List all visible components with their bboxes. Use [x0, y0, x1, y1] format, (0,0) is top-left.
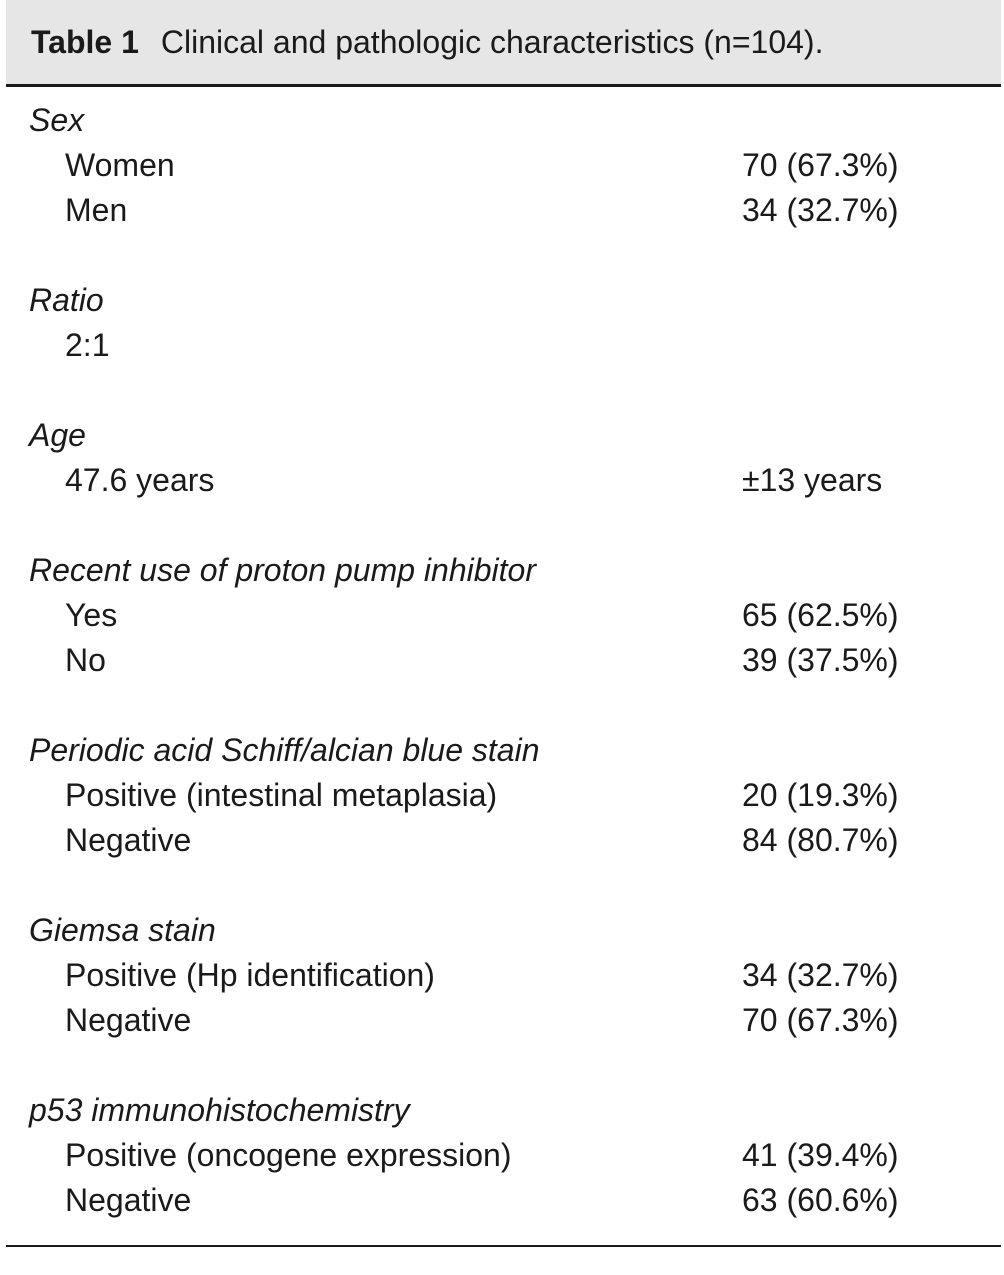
- table-caption: [31, 22, 823, 62]
- table-row: [0, 818, 1004, 863]
- section-heading: [0, 1088, 1004, 1133]
- section-heading: [0, 728, 1004, 773]
- section-sex: [0, 98, 1004, 233]
- section-heading: [0, 548, 1004, 593]
- section-heading: [0, 413, 1004, 458]
- row-value: 34 (32.7%): [742, 192, 899, 228]
- row-label: Women: [65, 147, 175, 183]
- table-row: [0, 1133, 1004, 1178]
- row-value: 41 (39.4%): [742, 1137, 899, 1173]
- section-heading-label: Age: [29, 417, 86, 453]
- row-label: Positive (oncogene expression): [65, 1137, 512, 1173]
- table-row: [0, 773, 1004, 818]
- section-heading: [0, 98, 1004, 143]
- section-heading: [0, 278, 1004, 323]
- section-giemsa: [0, 908, 1004, 1043]
- section-age: [0, 413, 1004, 503]
- table-row: [0, 458, 1004, 503]
- row-value: ±13 years: [742, 462, 883, 498]
- section-heading-label: Recent use of proton pump inhibitor: [29, 552, 536, 588]
- row-value: 34 (32.7%): [742, 957, 899, 993]
- table-row: [0, 143, 1004, 188]
- table-top-rule: [6, 84, 1001, 87]
- section-heading-label: Periodic acid Schiff/alcian blue stain: [29, 732, 540, 768]
- table-row: [0, 1178, 1004, 1223]
- section-ratio: [0, 278, 1004, 368]
- table-row: [0, 998, 1004, 1043]
- row-label: Men: [65, 192, 128, 228]
- row-label: 47.6 years: [65, 462, 215, 498]
- section-heading-label: Giemsa stain: [29, 912, 216, 948]
- table-row: [0, 323, 1004, 368]
- row-label: No: [65, 642, 106, 678]
- table-row: [0, 593, 1004, 638]
- row-label: 2:1: [65, 327, 110, 363]
- table-caption-label: Table 1: [31, 24, 139, 60]
- row-value: 84 (80.7%): [742, 822, 899, 858]
- section-heading-label: Sex: [29, 102, 85, 138]
- row-value: 63 (60.6%): [742, 1182, 899, 1218]
- section-heading-label: p53 immunohistochemistry: [29, 1092, 410, 1128]
- row-value: 70 (67.3%): [742, 1002, 899, 1038]
- row-label: Negative: [65, 1182, 192, 1218]
- row-value: 70 (67.3%): [742, 147, 899, 183]
- table-row: [0, 188, 1004, 233]
- row-label: Positive (Hp identification): [65, 957, 435, 993]
- section-pas-alcian-blue: [0, 728, 1004, 863]
- table-body: [0, 98, 1004, 1223]
- table-caption-text: Clinical and pathologic characteristics (n=104).: [160, 24, 824, 60]
- section-p53: [0, 1088, 1004, 1223]
- row-label: Positive (intestinal metaplasia): [65, 777, 498, 813]
- row-label: Negative: [65, 822, 192, 858]
- section-heading-label: Ratio: [29, 282, 104, 318]
- section-heading: [0, 908, 1004, 953]
- table-row: [0, 953, 1004, 998]
- row-value: 65 (62.5%): [742, 597, 899, 633]
- row-value: 39 (37.5%): [742, 642, 899, 678]
- row-label: Yes: [65, 597, 118, 633]
- row-value: 20 (19.3%): [742, 777, 899, 813]
- table-bottom-rule: [6, 1245, 1001, 1247]
- row-label: Negative: [65, 1002, 192, 1038]
- table-row: [0, 638, 1004, 683]
- section-proton-pump-inhibitor: [0, 548, 1004, 683]
